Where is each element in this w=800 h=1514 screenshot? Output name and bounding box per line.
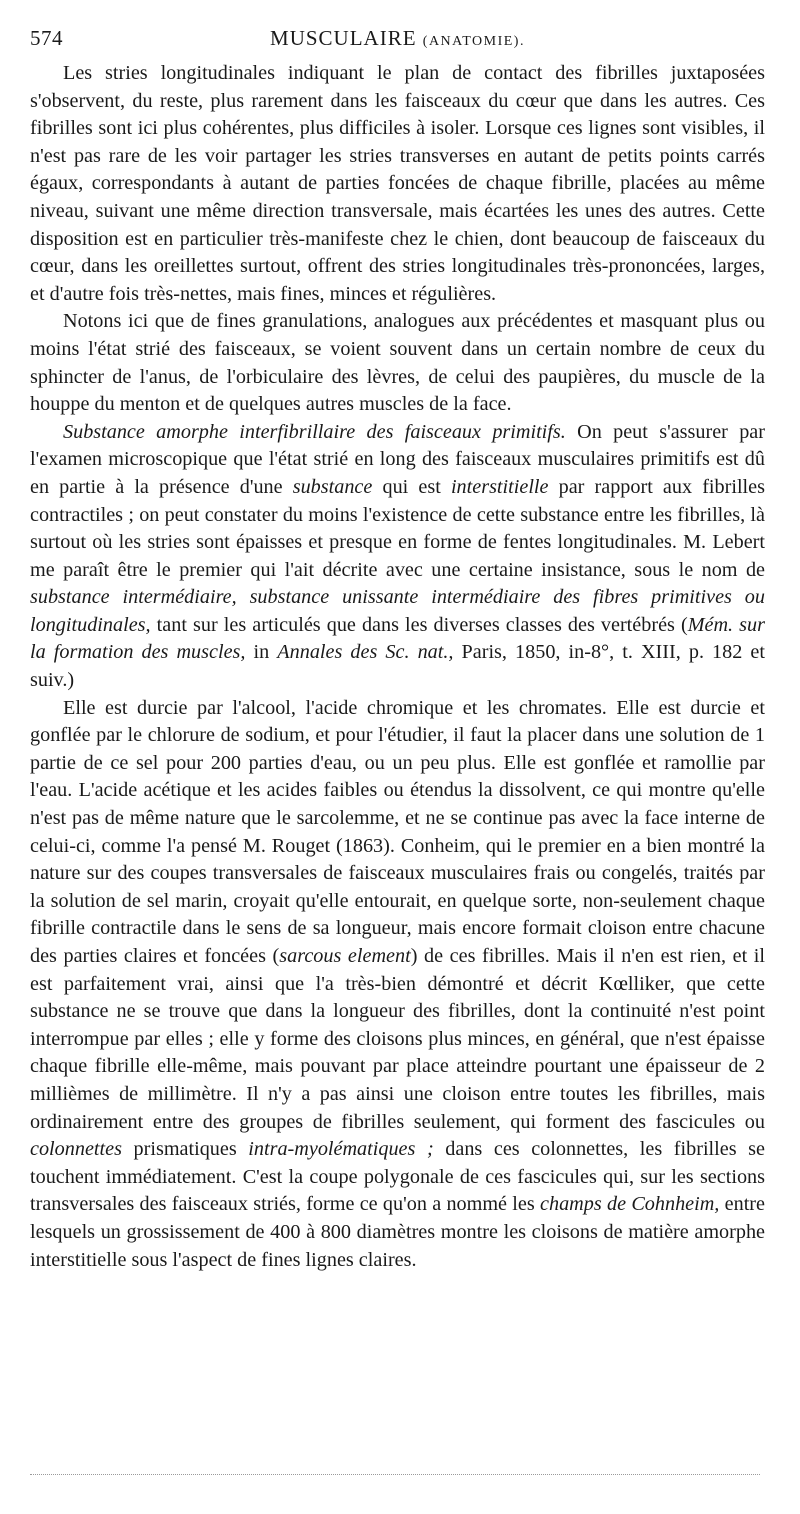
text-run: On peut s'assurer par l'examen microscopique que l'état strié en long des faisceaux musculaires primitifs est dû en partie à la présence d'une [30,420,765,498]
italic-text: Annales des Sc. nat., [277,641,454,664]
page-number: 574 [30,26,63,50]
italic-text: colonnettes [30,1138,122,1161]
italic-text: sarcous element [279,945,411,967]
running-head-main: MUSCULAIRE [270,26,417,50]
text-run: Notons ici que de fines granulations, analogues aux précédentes et masquant plus ou moins l'état strié des faisceaux, se voient souvent dans un certain nombre de ceux du sphincter de l'anus, de l'orbiculaire des lèvres, de celui des paupières, du muscle de la houppe du menton et de quelques autres muscles de la face. [30,310,765,416]
page [30,26,765,1274]
text-run: ) de ces fibrilles. Mais il n'en est rien, et il est parfaitement vrai, ainsi que l'a très-bien démontré et décrit Kœlliker, que cette substance ne se trouve que dans la longueur des fibrilles, dont la continuité n'est point interrompue par elles ; elle y forme des cloisons plus minces, en général, que n'est épaisse chaque fibrille elle-même, mais pouvant par place atteindre pourtant une épaisseur de 2 millièmes de millimètre. Il n'y a pas ainsi une cloison entre toutes les fibrilles, mais ordinairement entre des groupes de fibrilles seulement, qui forment des fascicules ou [30,945,765,1133]
text-run: qui est [372,475,451,498]
text-run: Paris, 1850, in-8°, t. XIII, p. 182 et suiv.) [30,641,765,692]
italic-text: substance intermédiaire, substance unissante intermédiaire des fibres primitives ou longitudinales, [30,586,765,636]
footer-divider [30,1474,760,1475]
italic-text: interstitielle [450,475,549,498]
paragraph [30,308,765,418]
italic-text: Substance amorphe interfibrillaire des faisceaux primitifs. [63,420,566,443]
running-head-subtitle: (ANATOMIE). [422,34,525,49]
paragraph [30,60,765,308]
text-run: in [245,641,278,664]
italic-text: substance [292,475,373,498]
text-run: tant sur les articulés que dans les diverses classes des vertébrés ( [150,613,688,636]
running-head-title [30,26,765,51]
body-text [30,60,765,1274]
paragraph [30,419,765,695]
text-run: entre lesquels un grossissement de 400 à 800 diamètres montre les cloisons de matière amorphe interstitielle sous l'aspect de fines lignes claires. [30,1193,765,1271]
text-run: dans ces colonnettes, les fibrilles se touchent immédiatement. C'est la coupe polygonale de ces fascicules qui, sur les sections transversales des faisceaux striés, forme ce qu'on a nommé les [30,1138,765,1216]
italic-text: champs de Cohnheim, [540,1193,720,1216]
text-run: prismatiques [121,1138,249,1161]
text-run: Elle est durcie par l'alcool, l'acide chromique et les chromates. Elle est durcie et gonflée par le chlorure de sodium, et pour l'étudier, il faut la placer dans une solution de 1 partie de ce sel pour 200 parties d'eau, ou un peu plus. Elle est gonflée et ramollie par l'eau. L'acide acétique et les acides faibles ou étendus la dissolvent, ce qui montre qu'elle n'est pas de même nature que le sarcolemme, et ne se continue pas avec la face interne de celui-ci, comme l'a pensé M. Rouget (1863). Conheim, qui le premier en a bien montré la nature sur des coupes transversales de faisceaux musculaires frais ou congelés, traités par la solution de sel marin, croyait qu'elle entourait, en quelque sorte, non-seulement chaque fibrille contractile dans le sens de sa longueur, mais encore formait cloison entre chacune des parties claires et foncées ( [30,696,765,967]
italic-text: Mém. sur la formation des muscles, [30,613,765,664]
text-run: Les stries longitudinales indiquant le plan de contact des fibrilles juxtaposées s'observent, du reste, plus rarement dans les faisceaux du cœur que dans les autres. Ces fibrilles sont ici plus cohérentes, plus difficiles à isoler. Lorsque ces lignes sont visibles, il n'est pas rare de les voir partager les stries transverses en autant de petits points carrés égaux, correspondants à autant de parties foncées de chaque fibrille, placées au même niveau, suivant une même direction transversale, mais écartées les unes des autres. Cette disposition est en particulier très-manifeste chez le chien, dont beaucoup de faisceaux du cœur, dans les oreillettes surtout, offrent des stries longitudinales très-prononcées, larges, et d'autre fois très-nettes, mais fines, minces et régulières. [30,62,765,305]
italic-text: intra-myolématiques ; [248,1138,434,1161]
running-header [30,26,765,54]
paragraph [30,695,765,1274]
text-run: par rapport aux fibrilles contractiles ; on peut constater du moins l'existence de cette substance entre les fibrilles, là surtout où les stries sont épaisses et presque en forme de fentes longitudinales. M. Lebert me paraît être le premier qui l'ait décrite avec une certaine insistance, sous le nom de [30,475,765,581]
